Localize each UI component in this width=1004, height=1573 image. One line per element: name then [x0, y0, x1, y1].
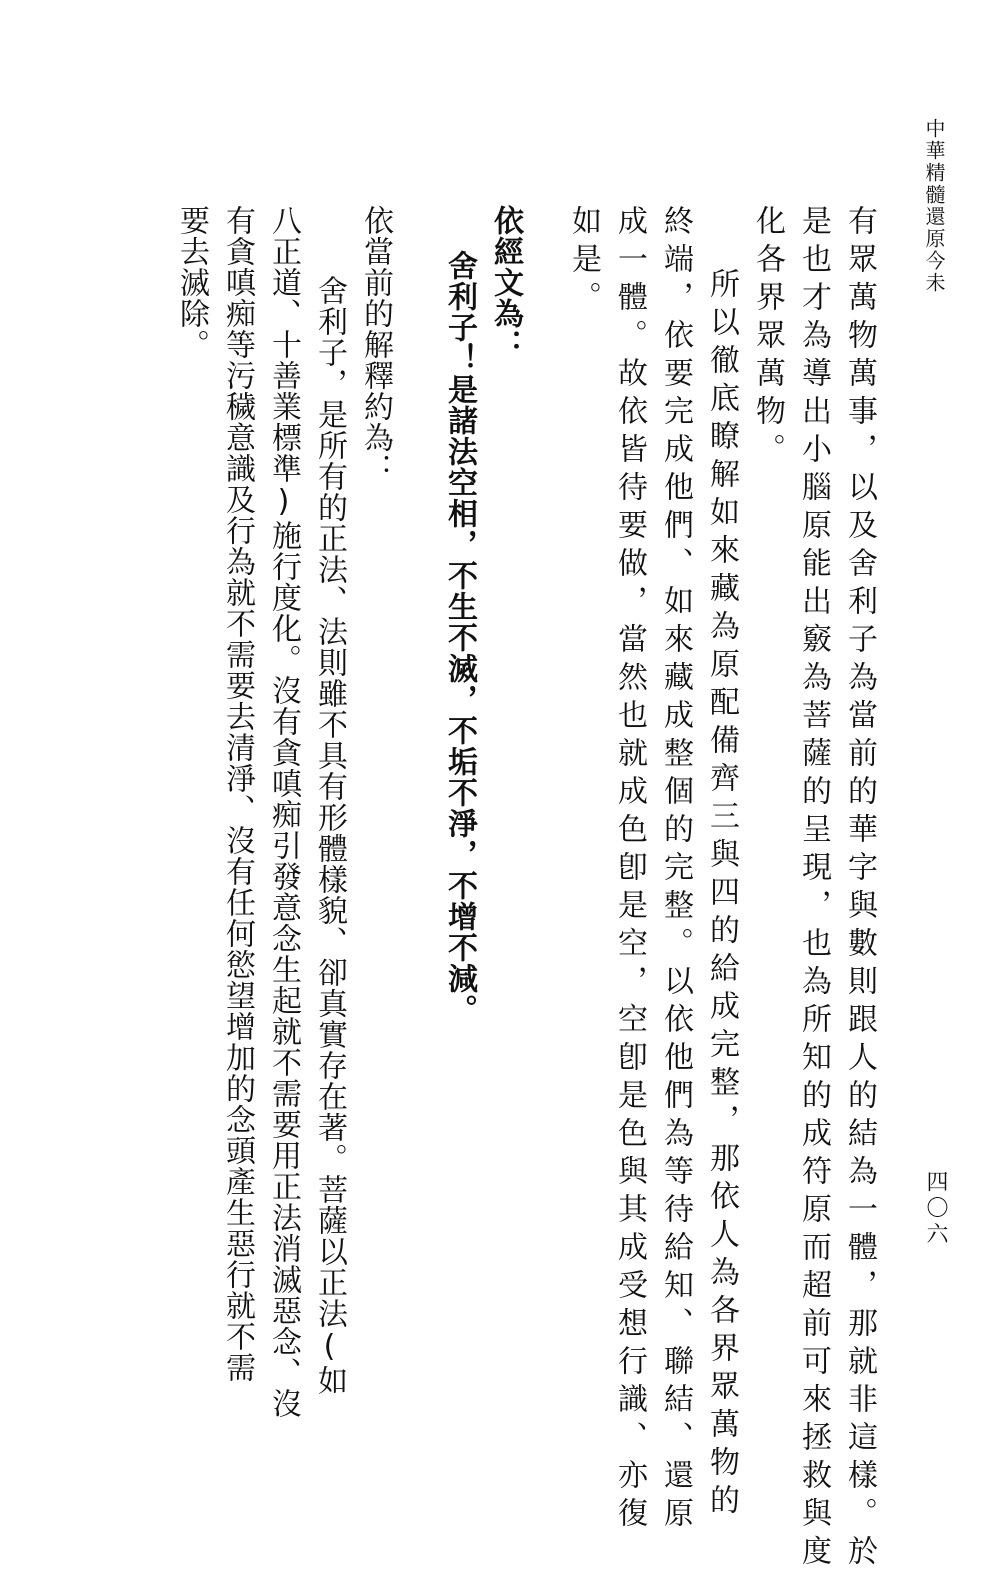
page-number: 四〇六	[923, 1170, 948, 1248]
running-header-title: 中華精髓還原今未	[922, 118, 946, 294]
sutra-intro: 依經文為：	[488, 205, 523, 360]
text-line: 所以徹底瞭解如來藏為原配備齊三與四的給成完整，那依人為各界眾萬物的	[704, 268, 739, 1522]
text-line: 化各界眾萬物。	[750, 205, 785, 471]
text-line: 要去滅除。	[174, 205, 209, 360]
text-line: 是也才為導出小腦原能出竅為菩薩的呈現，也為所知的成符原而超前可來拯救與度	[796, 205, 831, 1573]
text-line: 八正道、十善業標準)施行度化。沒有貪嗔痴引發意念生起就不需要用正法消滅惡念、沒	[266, 205, 301, 1419]
text-line: 如是。	[566, 205, 601, 319]
explanation-intro: 依當前的解釋約為：	[358, 205, 393, 484]
text-line: 有貪嗔痴等污穢意識及行為就不需要去清淨、沒有任何慾望增加的念頭產生惡行就不需	[220, 205, 255, 1383]
text-line: 舍利子，是所有的正法、法則雖不具有形體樣貌、卻真實存在著。菩薩以正法(如	[312, 275, 347, 1396]
text-line: 成一體。故依皆待要做，當然也就成色卽是空，空卽是色與其成受想行識、亦復	[612, 205, 647, 1535]
text-line: 有眾萬物萬事，以及舍利子為當前的華字與數則跟人的結為一體，那就非這樣。於	[842, 205, 877, 1573]
text-line: 終端，依要完成他們、如來藏成整個的完整。以依他們為等待給知、聯結、還原	[658, 205, 693, 1535]
sutra-quote: 舍利子！是諸法空相，不生不滅，不垢不淨，不增不減。	[442, 250, 477, 1025]
